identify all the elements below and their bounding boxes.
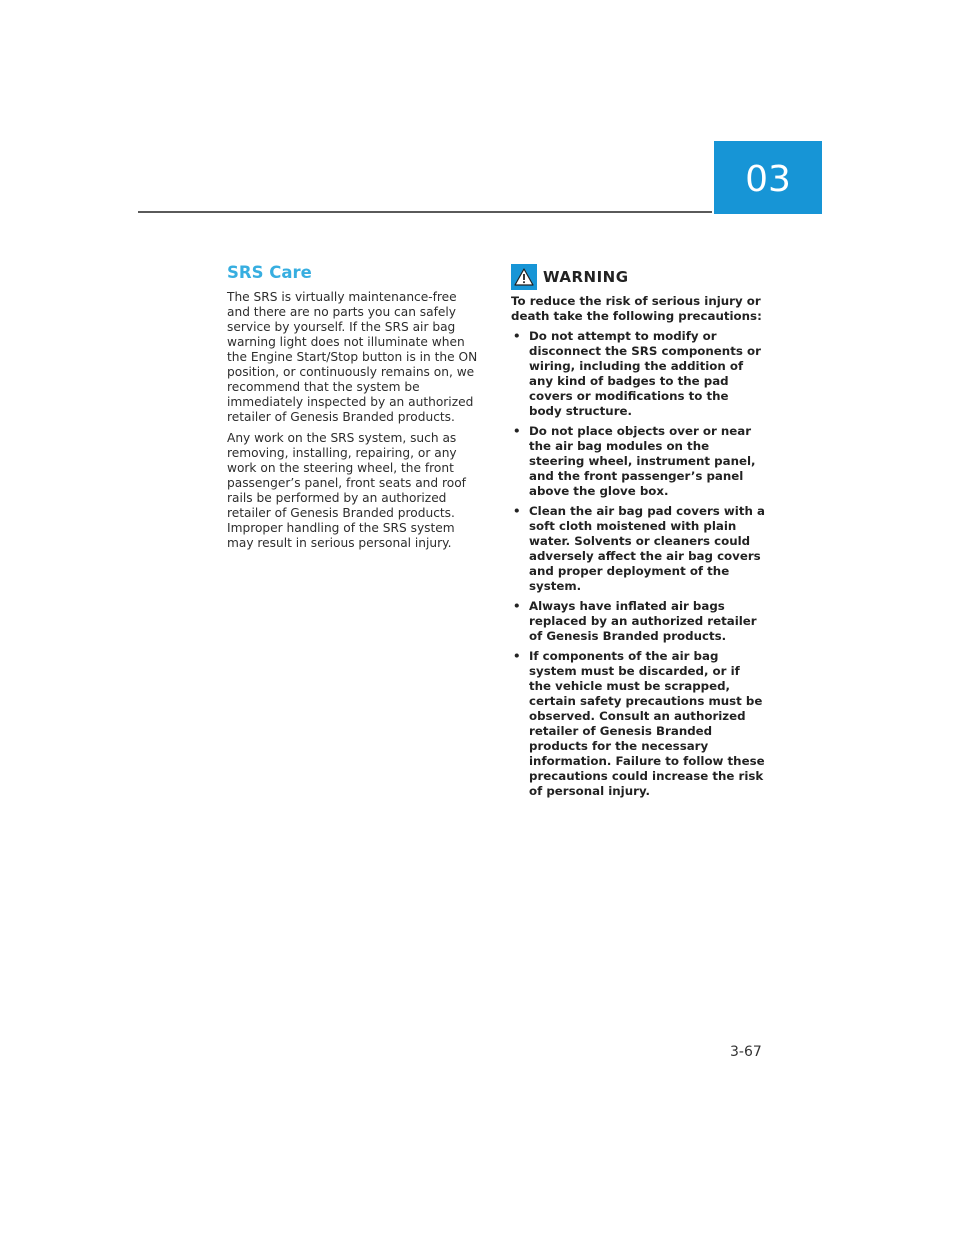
- bullet: •: [513, 424, 521, 438]
- body-paragraph: The SRS is virtually maintenance-free and there are no parts you can safely service by yourself. If the SRS air bag warning light does not illuminate when the Engine Start/Stop button is in the ON position, or continuously remains on, we recommend that the system be immediately inspected by an authorized retailer of Genesis Branded products.: [227, 290, 478, 424]
- body-paragraph: Any work on the SRS system, such as removing, installing, repairing, or any work on the steering wheel, the front passenger’s panel, front seats and roof rails be performed by an authorized retailer of Genesis Branded products. Improper handling of the SRS system may result in serious personal injury.: [227, 431, 466, 550]
- list-item: [511, 329, 765, 419]
- bullet: •: [513, 599, 521, 613]
- bullet: •: [513, 329, 521, 343]
- warning-triangle-icon: [511, 264, 537, 290]
- list-item: [511, 424, 765, 499]
- list-item: [511, 504, 765, 594]
- warning-box: [511, 264, 765, 804]
- bullet: •: [513, 504, 521, 518]
- page-number: 3-67: [730, 1044, 762, 1060]
- warning-header: [511, 264, 765, 290]
- list-item-text: Clean the air bag pad covers with a soft cloth moistened with plain water. Solvents or cleaners could adversely affect the air bag covers and proper deployment of the system.: [529, 504, 765, 593]
- section-title: SRS Care: [227, 263, 312, 282]
- list-item: [511, 649, 765, 799]
- list-item-text: Do not place objects over or near the air bag modules on the steering wheel, instrument panel, and the front passenger’s panel above the glove box.: [529, 424, 756, 498]
- srs-care-section: [227, 262, 479, 557]
- list-item-text: Always have inflated air bags replaced by an authorized retailer of Genesis Branded products.: [529, 599, 757, 643]
- warning-list: [511, 329, 765, 799]
- list-item-text: If components of the air bag system must be discarded, or if the vehicle must be scrapped, certain safety precautions must be observed. Consult an authorized retailer of Genesis Branded products for the necessary information. Failure to follow these precautions could increase the risk of personal injury.: [529, 649, 765, 798]
- bullet: •: [513, 649, 521, 663]
- warning-title: WARNING: [543, 268, 629, 286]
- chapter-tab: [714, 141, 822, 214]
- chapter-number: 03: [745, 159, 791, 200]
- warning-intro: To reduce the risk of serious injury or death take the following precautions:: [511, 294, 762, 323]
- list-item-text: Do not attempt to modify or disconnect the SRS components or wiring, including the addition of any kind of badges to the pad covers or modifications to the body structure.: [529, 329, 761, 418]
- list-item: [511, 599, 765, 644]
- header-rule: [138, 211, 712, 213]
